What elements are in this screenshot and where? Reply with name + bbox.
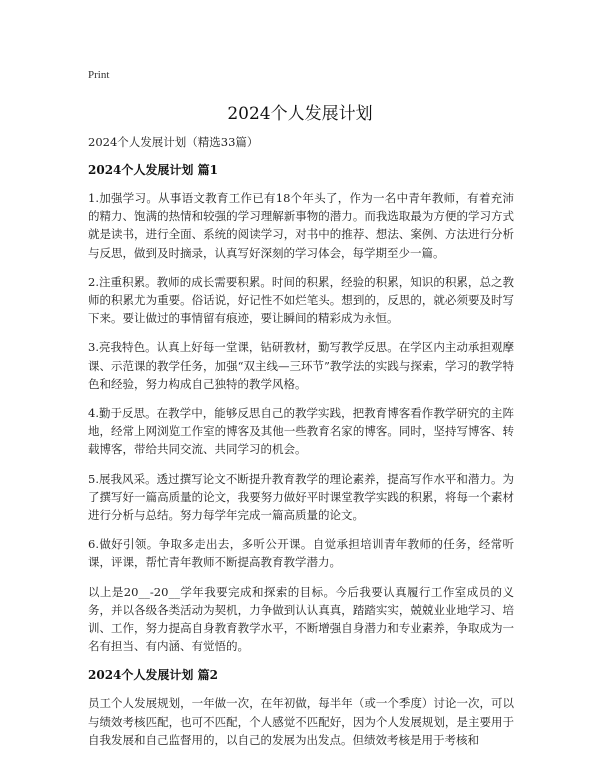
paragraph: 4.勤于反思。在教学中，能够反思自己的教学实践，把教育博客看作教学研究的主阵地，经常上网浏览工作室的博客及其他一些教育名家的博客。同时，坚持写博客、转载博客，带给共同交流、共同学习的机会。 <box>88 406 514 457</box>
paragraph: 6.做好引领。争取多走出去，多听公开课。自觉承担培训青年教师的任务，经常听课，评课，帮忙青年教师不断提高教育教学潜力。 <box>88 537 514 570</box>
page-title: 2024个人发展计划 <box>227 104 373 124</box>
paragraph: 员工个人发展规划，一年做一次，在年初做，每半年（或一个季度）讨论一次，可以与绩效考核匹配，也可不匹配，个人感觉不匹配好，因为个人发展规划，是主要用于自我发展和自己监督用的，以自己的发展为出发点。但绩效考核是用于考核和 <box>88 696 514 747</box>
document-subtitle: 2024个人发展计划（精选33篇） <box>88 135 259 149</box>
paragraph: 3.亮我特色。认真上好每一堂课，钻研教材，勤写教学反思。在学区内主动承担观摩课、示范课的教学任务，加强“双主线—三环节”教学法的实践与探索，学习的教学特色和经验，努力构成自己独特的教学风格。 <box>88 340 514 391</box>
section-heading-2: 2024个人发展计划 篇2 <box>88 668 218 683</box>
paragraph: 5.展我风采。透过撰写论文不断提升教育教学的理论素养，提高写作水平和潜力。为了撰写好一篇高质量的论文，我要努力做好平时课堂教学实践的积累，将每一个素材进行分析与总结。努力每学年完成一篇高质量的论文。 <box>88 471 514 523</box>
print-link[interactable]: Print <box>88 69 110 81</box>
paragraph: 以上是20__-20__学年我要完成和探索的目标。今后我要认真履行工作室成员的义务，并以各级各类活动为契机，力争做到认认真真，踏踏实实，兢兢业业地学习、培训、工作，努力提高自身教育教学水平，不断增强自身潜力和专业素养，争取成为一名有担当、有内涵、有觉悟的。 <box>88 584 514 654</box>
document-body <box>88 133 514 760</box>
section-heading-1: 2024个人发展计划 篇1 <box>88 163 218 177</box>
paragraph: 1.加强学习。从事语文教育工作已有18个年头了，作为一名中青年教师，有着充沛的精力、饱满的热情和较强的学习理解新事物的潜力。而我选取最为方便的学习方式就是读书，进行全面、系统的阅读学习，对书中的推荐、想法、案例、方法进行分析与反思，做到及时摘录，认真写好深刻的学习体会，每学期至少一篇。 <box>88 191 514 260</box>
paragraph: 2.注重积累。教师的成长需要积累。时间的积累，经验的积累，知识的积累，总之教师的积累尤为重要。俗话说，好记性不如烂笔头。想到的，反思的，就必须要及时写下来。要让做过的事情留有痕迹，要让瞬间的精彩成为永恒。 <box>88 274 514 326</box>
